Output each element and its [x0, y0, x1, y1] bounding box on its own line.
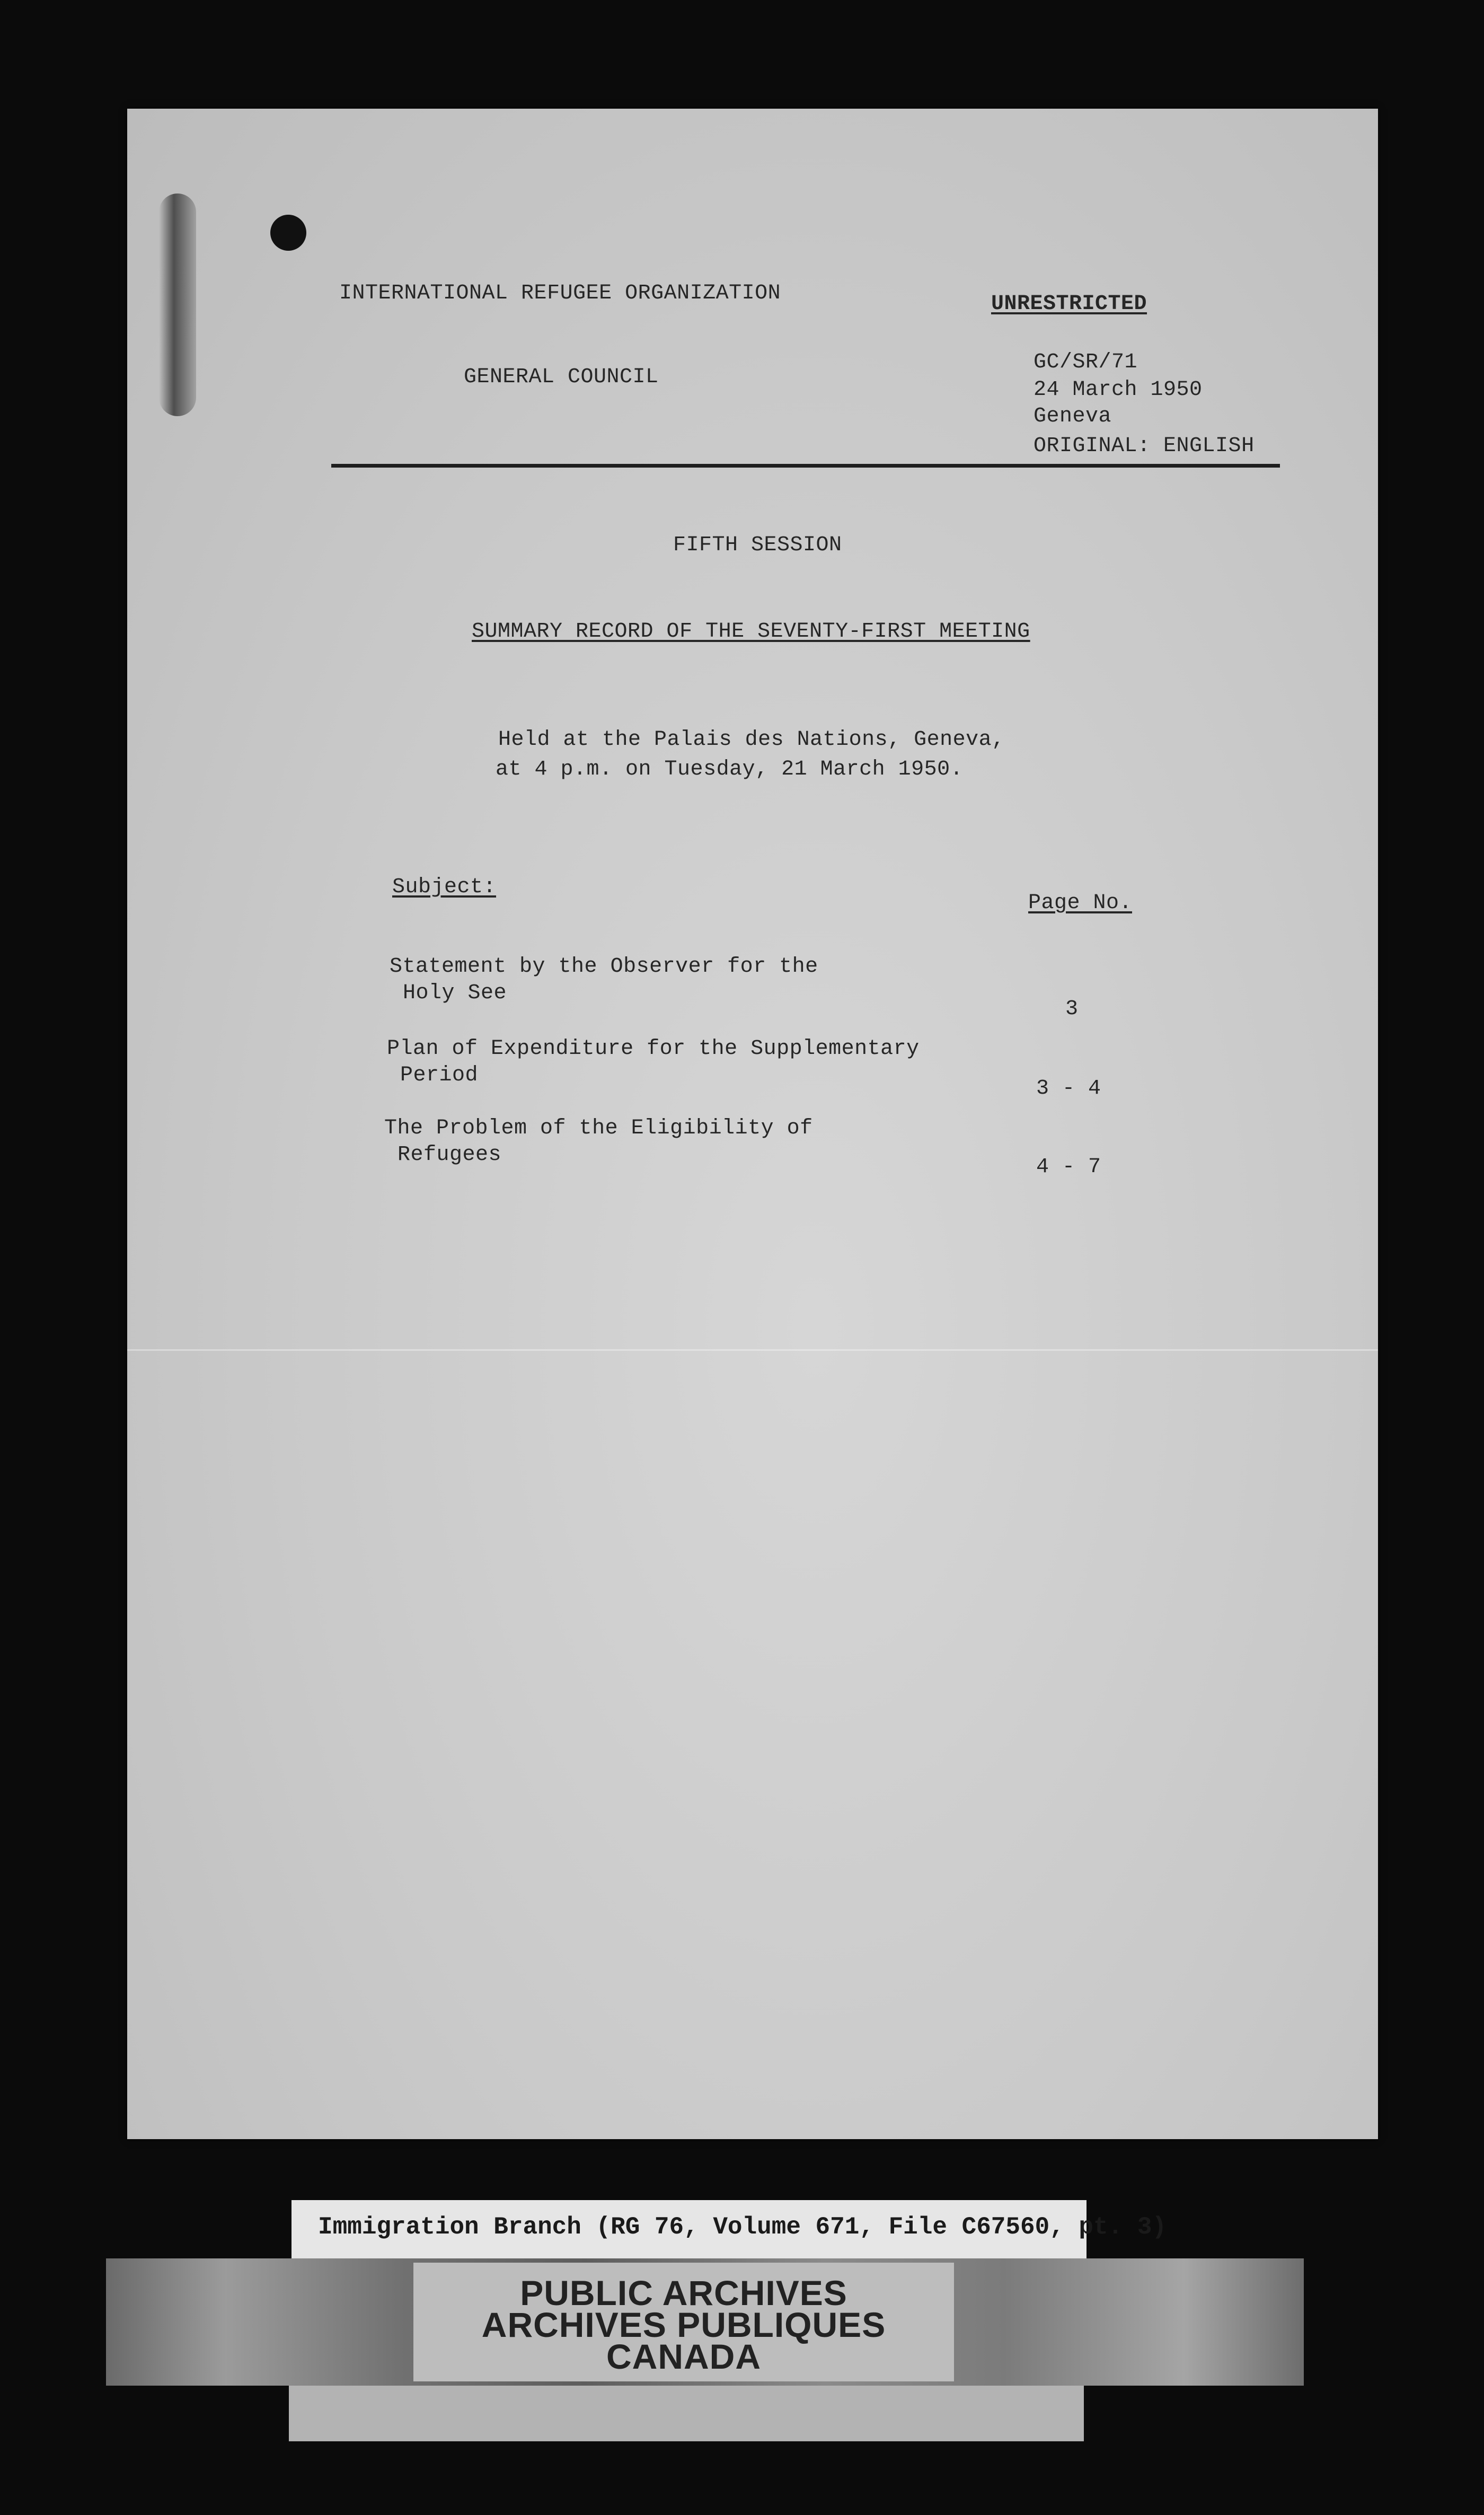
session-title: FIFTH SESSION — [673, 533, 842, 557]
page-number-header: Page No. — [1028, 891, 1133, 915]
contents-item-line-1: The Problem of the Eligibility of — [384, 1116, 813, 1140]
archive-label-line-3: CANADA — [606, 2337, 761, 2376]
archive-caption: Immigration Branch (RG 76, Volume 671, File C67560, pt. 3) — [318, 2213, 1167, 2241]
bottom-strip — [289, 2386, 1084, 2441]
archive-label-line-1: PUBLIC ARCHIVES — [520, 2273, 847, 2312]
staple-mark — [159, 194, 196, 416]
header-rule — [331, 464, 1280, 468]
document-date: 24 March 1950 — [1034, 378, 1203, 402]
classification-label: UNRESTRICTED — [991, 292, 1147, 316]
contents-item-page: 3 — [1065, 997, 1079, 1021]
organization-name: INTERNATIONAL REFUGEE ORGANIZATION — [339, 282, 781, 305]
council-name: GENERAL COUNCIL — [464, 365, 659, 389]
contents-item-line-1: Statement by the Observer for the — [390, 955, 818, 979]
contents-item-line-1: Plan of Expenditure for the Supplementary — [387, 1037, 920, 1061]
contents-item-page: 4 - 7 — [1036, 1155, 1101, 1179]
held-line-2: at 4 p.m. on Tuesday, 21 March 1950. — [496, 758, 964, 781]
punch-hole — [270, 215, 306, 251]
subject-header: Subject: — [392, 875, 497, 899]
archive-label-line-2: ARCHIVES PUBLIQUES — [481, 2305, 886, 2344]
held-line-1: Held at the Palais des Nations, Geneva, — [498, 728, 1005, 752]
contents-item-line-2: Holy See — [403, 981, 507, 1005]
original-language: ORIGINAL: ENGLISH — [1034, 434, 1255, 458]
record-title: SUMMARY RECORD OF THE SEVENTY-FIRST MEETING — [472, 620, 1030, 644]
contents-item-line-2: Refugees — [398, 1143, 502, 1167]
document-number: GC/SR/71 — [1034, 350, 1138, 374]
contents-item-line-2: Period — [400, 1063, 479, 1087]
contents-item-page: 3 - 4 — [1036, 1077, 1101, 1101]
document-place: Geneva — [1034, 404, 1112, 428]
